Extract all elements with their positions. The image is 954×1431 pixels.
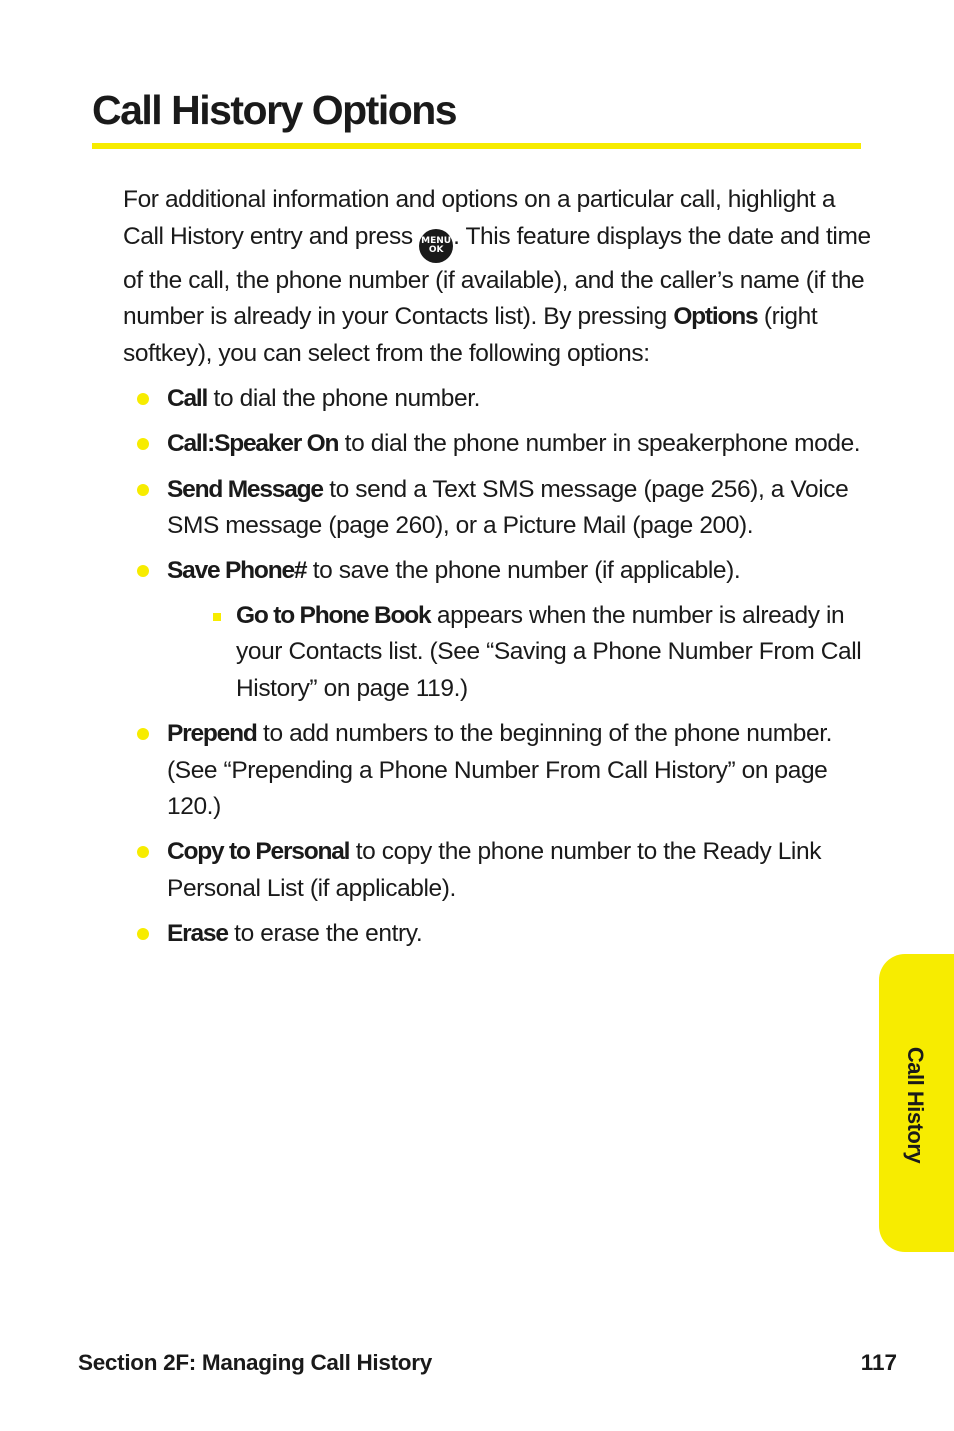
square-bullet-icon xyxy=(213,613,221,621)
bullet-dot-icon xyxy=(137,728,149,740)
option-label: Erase xyxy=(167,920,228,948)
menu-ok-icon: MENU OK xyxy=(419,229,453,263)
intro-text-middle: . This feature displays the date and time of the call, the phone number (if available), and the caller’s name (if the number is already in your Contacts list). By pressing xyxy=(123,222,871,331)
option-description: to erase the entry. xyxy=(227,920,423,948)
options-list xyxy=(123,381,873,952)
option-description: to copy the phone number to the Ready Link Personal List (if applicable). xyxy=(167,838,822,902)
bullet-dot-icon xyxy=(137,565,149,577)
option-description: to save the phone number (if applicable). xyxy=(306,557,741,585)
intro-text-end: (right softkey), you can select from the following options: xyxy=(123,303,818,367)
chapter-side-tab-label: Call History xyxy=(903,1046,928,1164)
option-call-speaker-on xyxy=(123,426,873,463)
option-call xyxy=(123,381,873,418)
sub-option-description: appears when the number is already in your Contacts list. (See “Saving a Phone Number From Call History” on page 119.) xyxy=(236,601,862,703)
option-send-message xyxy=(123,472,873,545)
bullet-dot-icon xyxy=(137,484,149,496)
option-label: Send Message xyxy=(167,475,323,503)
save-phone-sub-list xyxy=(167,598,873,708)
bullet-dot-icon xyxy=(137,438,149,450)
intro-text-start: For additional information and options on a particular call, highlight a Call History entry and press xyxy=(123,186,836,250)
option-label: Call xyxy=(167,385,208,413)
option-description: to dial the phone number. xyxy=(207,385,481,413)
bullet-dot-icon xyxy=(137,846,149,858)
option-description: to add numbers to the beginning of the phone number. (See “Prepending a Phone Number From Call History” on page 120.) xyxy=(167,720,833,821)
title-underline xyxy=(92,143,861,149)
footer-page-number: 117 xyxy=(860,1350,897,1375)
option-description: to send a Text SMS message (page 256), a Voice SMS message (page 260), or a Picture Mail (page 200). xyxy=(167,475,849,540)
option-label: Prepend xyxy=(167,720,257,748)
footer-section-title: Section 2F: Managing Call History xyxy=(78,1350,432,1375)
options-softkey-label: Options xyxy=(673,303,758,331)
option-description: to dial the phone number in speakerphone mode. xyxy=(338,430,861,458)
bullet-dot-icon xyxy=(137,928,149,940)
page-title: Call History Options xyxy=(92,87,457,133)
sub-option-go-to-phone-book xyxy=(167,598,873,708)
intro-paragraph xyxy=(123,182,873,372)
option-label: Save Phone# xyxy=(167,557,307,585)
option-save-phone xyxy=(123,553,873,707)
option-erase xyxy=(123,916,873,953)
bullet-dot-icon xyxy=(137,393,149,405)
option-copy-to-personal xyxy=(123,834,873,907)
option-label: Copy to Personal xyxy=(167,838,350,866)
page-content xyxy=(123,182,873,961)
option-label: Call:Speaker On xyxy=(167,430,339,458)
sub-option-label: Go to Phone Book xyxy=(236,601,431,629)
option-prepend xyxy=(123,716,873,826)
